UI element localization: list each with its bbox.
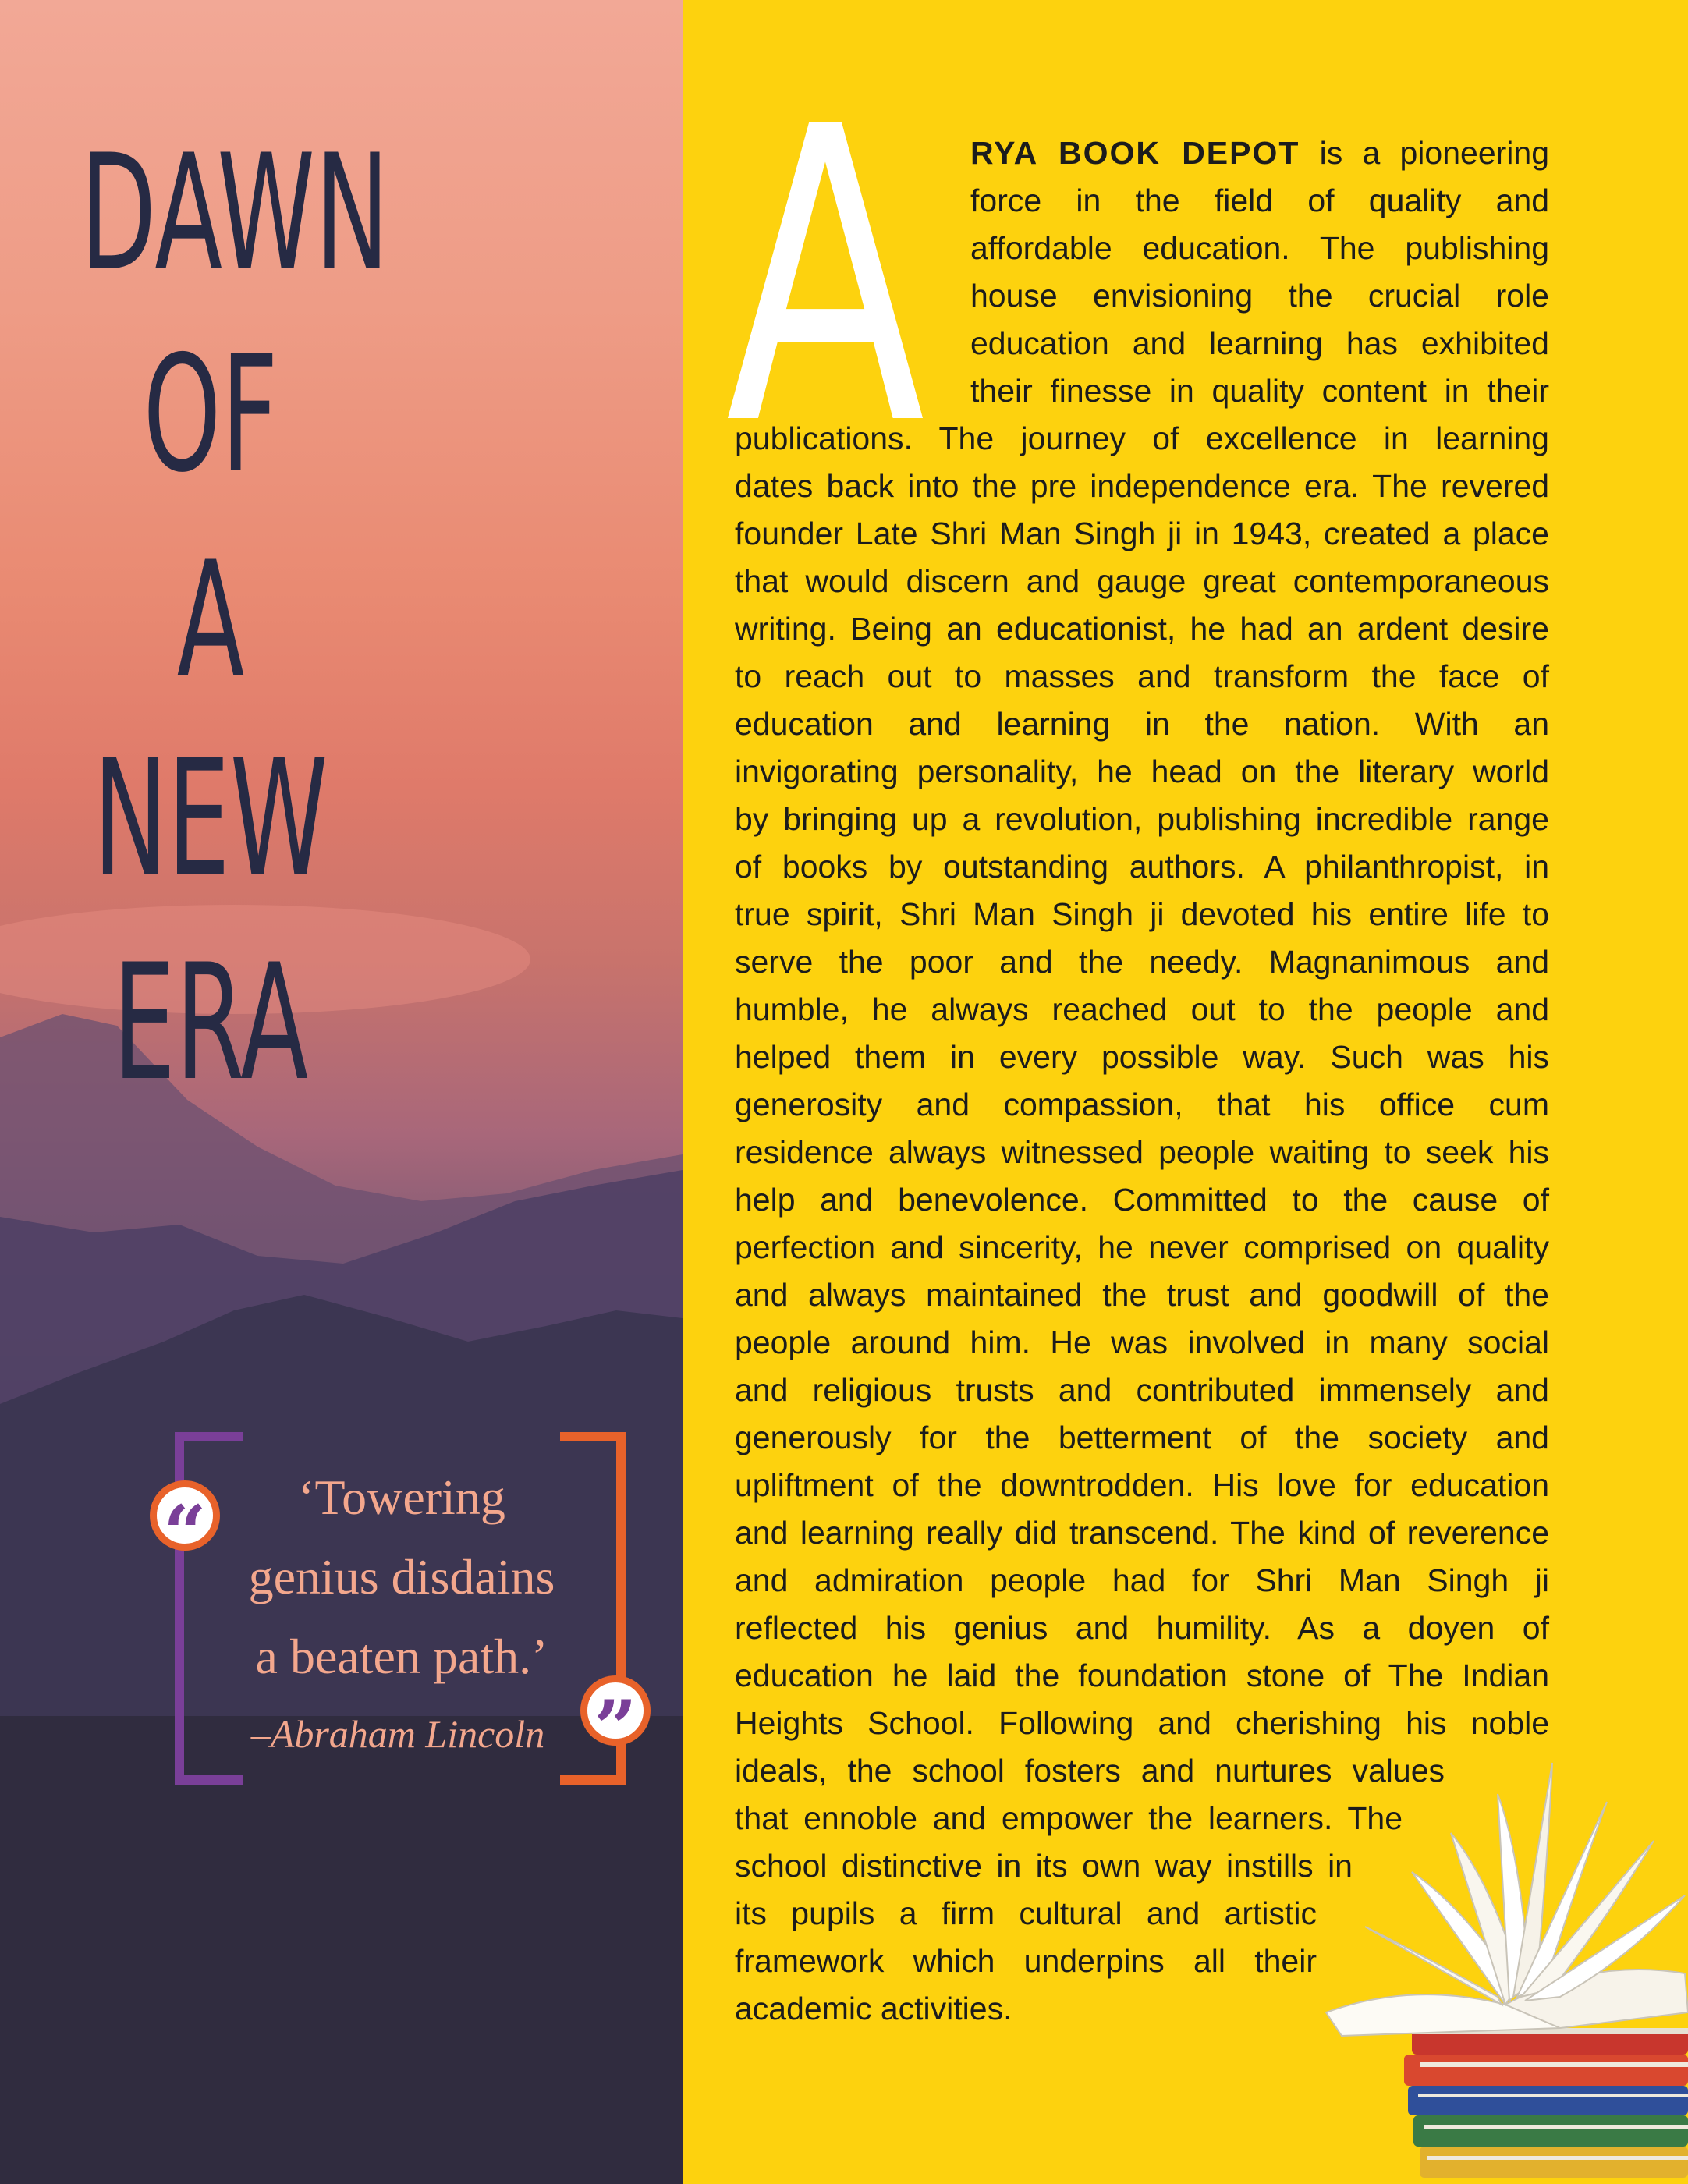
article-line: of books by outstanding authors. A philanthropist, in	[735, 849, 1549, 885]
headline-word-3: A	[176, 528, 245, 714]
article-line: helped them in every possible way. Such was his	[735, 1039, 1549, 1075]
publisher-name: RYA BOOK DEPOT	[970, 135, 1300, 171]
article-line: RYA BOOK DEPOT is a pioneering	[970, 135, 1549, 171]
article-line: and learning really did transcend. The kind of reverence	[735, 1515, 1549, 1551]
article-line: perfection and sincerity, he never comprised on quality	[735, 1229, 1549, 1265]
headline-word-5: ERA	[112, 931, 309, 1116]
article-line: framework which underpins all their	[735, 1943, 1317, 1979]
article-line: school distinctive in its own way instills in	[735, 1848, 1353, 1884]
article-line: to reach out to masses and transform the face of	[735, 658, 1549, 694]
quote-line-1: ‘Towering	[298, 1470, 505, 1525]
headline-word-4: NEW	[93, 726, 328, 912]
article-line: true spirit, Shri Man Singh ji devoted his entire life to	[735, 896, 1549, 932]
article-line: founder Late Shri Man Singh ji in 1943, created a place	[735, 516, 1549, 551]
headline-word-2: OF	[143, 322, 278, 508]
article-line: their finesse in quality content in their	[970, 373, 1549, 409]
article-line: affordable education. The publishing	[970, 230, 1549, 266]
article-line: Heights School. Following and cherishing his noble	[735, 1705, 1549, 1741]
article-line: academic activities.	[735, 1991, 1012, 2026]
article-line: and religious trusts and contributed immensely and	[735, 1372, 1549, 1408]
article-line: reflected his genius and humility. As a doyen of	[735, 1610, 1549, 1646]
quote-author: –Abraham Lincoln	[250, 1712, 545, 1756]
article-line: help and benevolence. Committed to the cause of	[735, 1182, 1549, 1218]
open-quote-icon: “	[150, 1480, 220, 1551]
article-line: upliftment of the downtrodden. His love for education	[735, 1467, 1549, 1503]
close-quote-icon: ”	[580, 1675, 651, 1746]
quote-line-3: a beaten path.’	[255, 1629, 548, 1684]
drop-cap-letter: A	[725, 41, 926, 514]
article-line: that ennoble and empower the learners. The	[735, 1800, 1403, 1836]
article-line: dates back into the pre independence era. The revered	[735, 468, 1549, 504]
article-line: people around him. He was involved in many social	[735, 1324, 1549, 1360]
open-book-stack-image	[1295, 1747, 1688, 2184]
article-line: invigorating personality, he head on the literary world	[735, 753, 1549, 789]
article-line: education and learning has exhibited	[970, 325, 1549, 361]
headline-word-1: DAWN	[80, 121, 389, 307]
article-line: its pupils a firm cultural and artistic	[735, 1895, 1317, 1931]
article-line: generosity and compassion, that his office cum	[735, 1087, 1549, 1122]
sunset-mountain-panel	[0, 0, 683, 2184]
article-line: generously for the betterment of the society and	[735, 1420, 1549, 1455]
article-line: force in the field of quality and	[970, 183, 1549, 218]
article-line: writing. Being an educationist, he had an ardent desire	[735, 611, 1549, 647]
article-line: ideals, the school fosters and nurtures values	[735, 1753, 1445, 1789]
article-line: humble, he always reached out to the people and	[735, 991, 1549, 1027]
article-line: house envisioning the crucial role	[970, 278, 1549, 314]
article-line: that would discern and gauge great contemporaneous	[735, 563, 1549, 599]
article-line: by bringing up a revolution, publishing incredible range	[735, 801, 1549, 837]
article-line: and always maintained the trust and goodwill of the	[735, 1277, 1549, 1313]
article-line: publications. The journey of excellence in learning	[735, 420, 1549, 456]
article-line: education he laid the foundation stone of The Indian	[735, 1658, 1549, 1693]
article-line: residence always witnessed people waiting to seek his	[735, 1134, 1549, 1170]
article-line: education and learning in the nation. With an	[735, 706, 1549, 742]
quote-line-2: genius disdains	[248, 1549, 555, 1604]
article-line: serve the poor and the needy. Magnanimous and	[735, 944, 1549, 980]
article-line: and admiration people had for Shri Man Singh ji	[735, 1562, 1549, 1598]
